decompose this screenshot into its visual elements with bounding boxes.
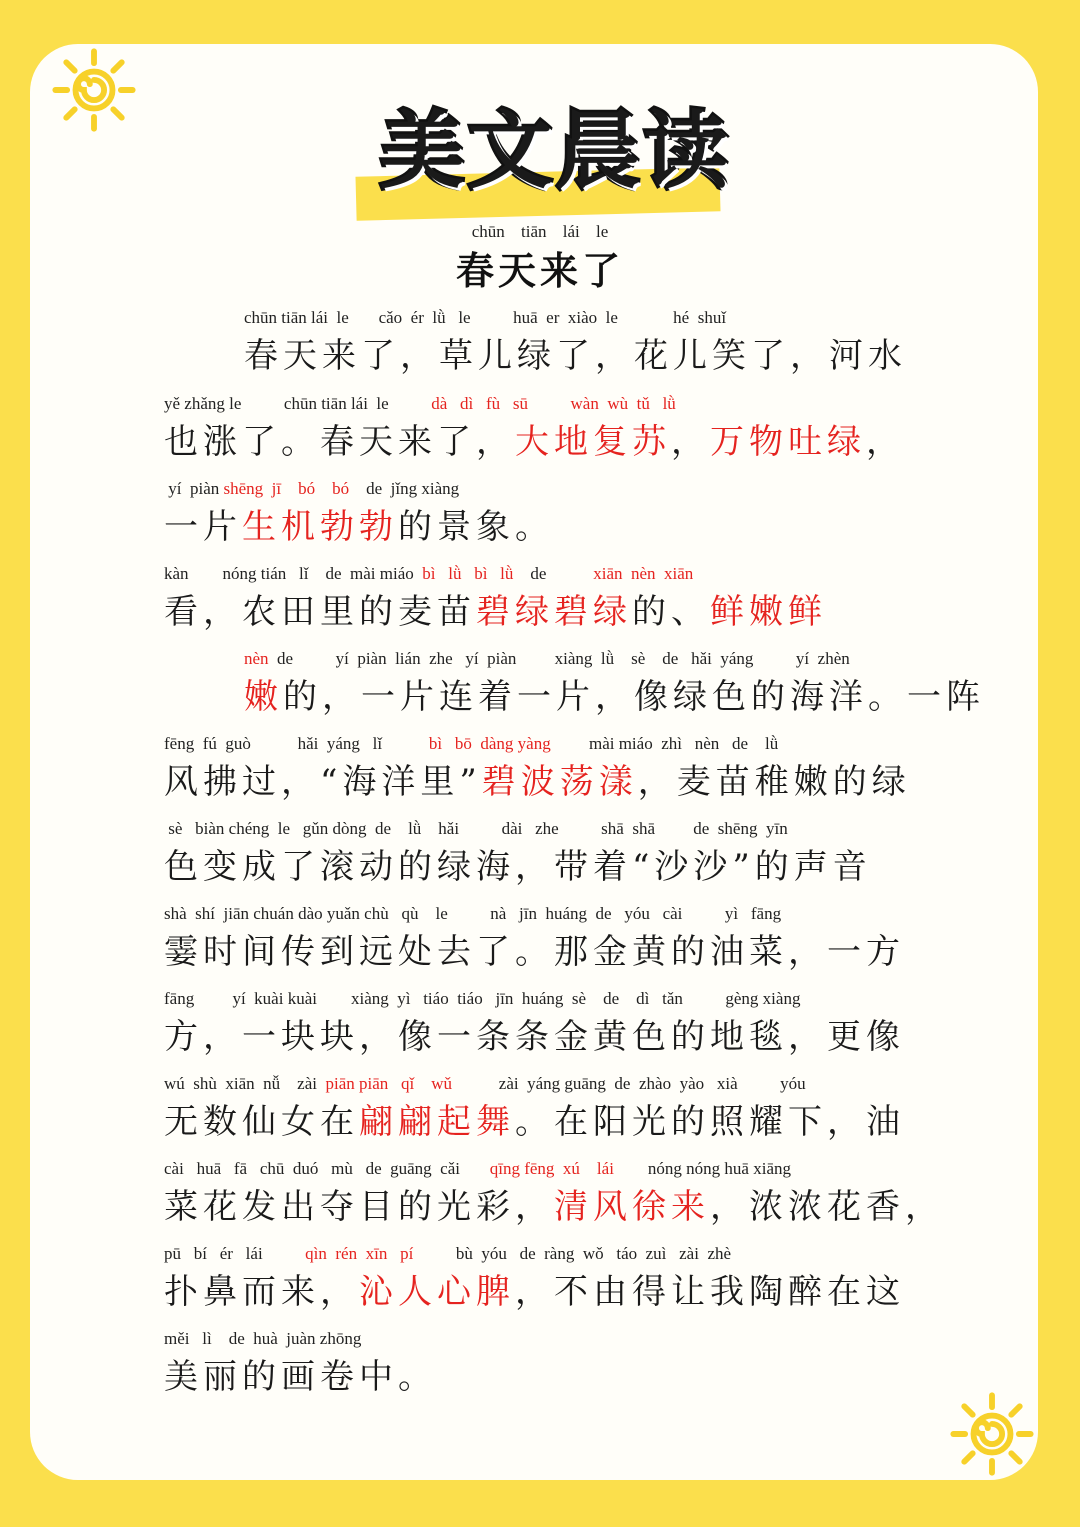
hanzi-row xyxy=(164,839,916,888)
text-segment: bù yóu de ràng wǒ táo zuì zài zhè xyxy=(413,1244,732,1263)
pinyin-row xyxy=(164,308,916,328)
text-line xyxy=(164,1074,916,1154)
text-segment: pū bí ér lái xyxy=(164,1244,306,1263)
text-segment: de yí piàn lián zhe yí piàn xiàng lǜ sè de hǎi yáng yí zhèn xyxy=(268,649,850,668)
text-segment: 也涨了。春天来了， xyxy=(164,422,515,462)
highlight-phrase: 清风徐来 xyxy=(554,1187,710,1227)
text-segment: 扑鼻而来， xyxy=(164,1272,359,1312)
sun-icon xyxy=(950,1392,1034,1476)
subtitle: 春天来了 xyxy=(455,248,624,293)
text-line xyxy=(164,1244,916,1324)
hanzi-row xyxy=(164,669,985,718)
text-segment: 的、 xyxy=(632,592,710,632)
pinyin-row xyxy=(164,734,916,754)
highlight-phrase: piān piān qǐ wǔ xyxy=(325,1074,453,1093)
text-segment: mài miáo zhì nèn de lǜ xyxy=(550,734,779,753)
pinyin-row xyxy=(164,564,916,584)
text-line xyxy=(164,394,916,474)
text-segment: sè biàn chéng le gǔn dòng de lǜ hǎi dài zhe shā shā de shēng yīn xyxy=(164,819,788,838)
text-segment: ， xyxy=(866,422,905,462)
hanzi-row xyxy=(164,328,916,377)
text-line xyxy=(164,564,916,644)
pinyin-row xyxy=(164,904,916,924)
text-segment: ，麦苗稚嫩的绿 xyxy=(637,762,911,802)
highlight-phrase: 嫩 xyxy=(244,677,283,717)
text-segment: zài yáng guāng de zhào yào xià yóu xyxy=(452,1074,806,1093)
highlight-phrase: bì bō dàng yàng xyxy=(428,734,551,753)
highlight-phrase: 大地复苏 xyxy=(515,422,671,462)
highlight-phrase: wàn wù tǔ lǜ xyxy=(570,394,676,413)
text-segment: cǎo ér lǜ le xyxy=(348,308,471,327)
text-segment: de jǐng xiàng xyxy=(349,479,460,498)
hanzi-row xyxy=(164,414,916,463)
highlight-phrase: nèn xyxy=(244,649,269,668)
pinyin-row xyxy=(164,989,916,1009)
text-line xyxy=(164,989,916,1069)
text-segment: yí piàn xyxy=(164,479,224,498)
text-segment: 无数仙女在 xyxy=(164,1102,359,1142)
subtitle-pinyin: chūn tiān lái le xyxy=(471,222,609,241)
text-segment: shà shí jiān chuán dào yuǎn chù qù le nà jīn huáng de yóu cài yì fāng xyxy=(164,904,782,923)
text-segment: 风拂过，“海洋里” xyxy=(164,762,482,802)
text-line xyxy=(164,308,916,388)
text-line xyxy=(164,1159,944,1239)
hanzi-row xyxy=(164,499,916,548)
hanzi-row xyxy=(164,1179,944,1228)
text-segment: ， xyxy=(671,422,710,462)
highlight-phrase: xiān nèn xiān xyxy=(593,564,694,583)
highlight-phrase: 鲜嫩鲜 xyxy=(710,592,827,632)
text-segment: ，不由得让我陶醉在这 xyxy=(515,1272,905,1312)
text-line xyxy=(164,734,916,814)
pinyin-row xyxy=(164,1159,916,1179)
pinyin-row xyxy=(164,479,916,499)
hanzi-row xyxy=(164,1349,916,1398)
text-segment: 。在阳光的照耀下，油 xyxy=(515,1102,905,1142)
highlight-phrase: shēng jī bó bó xyxy=(223,479,350,498)
text-segment: 菜花发出夺目的光彩， xyxy=(164,1187,554,1227)
hanzi-row xyxy=(164,1264,916,1313)
pinyin-row xyxy=(164,1244,916,1264)
text-segment: cài huā fā chū duó mù de guāng cǎi xyxy=(164,1159,490,1178)
text-segment: 看，农田里的麦苗 xyxy=(164,592,476,632)
hanzi-row xyxy=(164,924,916,973)
text-segment: 色变成了滚动的绿海，带着“沙沙”的声音 xyxy=(164,847,872,887)
text-segment: yě zhǎng le chūn tiān lái le xyxy=(164,394,432,413)
text-segment: wú shù xiān nǚ zài xyxy=(164,1074,326,1093)
highlight-phrase: 万物吐绿 xyxy=(710,422,866,462)
hanzi-row xyxy=(164,1009,916,1058)
text-segment: měi lì de huà juàn zhōng xyxy=(164,1329,362,1348)
text-segment xyxy=(528,394,571,413)
highlight-phrase: bì lǜ bì lǜ xyxy=(422,564,514,583)
hanzi-row xyxy=(164,754,916,803)
text-segment: 的，一片连着一片，像绿色的海洋。一阵 xyxy=(283,677,985,717)
text-segment: de xyxy=(513,564,594,583)
text-segment: 一片 xyxy=(164,507,242,547)
text-segment: hé shuǐ xyxy=(617,308,727,327)
text-line xyxy=(164,479,916,559)
highlight-phrase: 碧波荡漾 xyxy=(481,762,638,802)
pinyin-row xyxy=(164,394,916,414)
highlight-phrase: 翩翩起舞 xyxy=(359,1102,515,1142)
text-segment: nóng nóng huā xiāng xyxy=(613,1159,791,1178)
highlight-phrase: 碧绿碧绿 xyxy=(476,592,632,632)
pinyin-row xyxy=(164,1074,916,1094)
highlight-phrase: qìn rén xīn pí xyxy=(305,1244,414,1263)
text-line xyxy=(164,1329,916,1409)
text-segment: huā er xiào le xyxy=(470,308,618,327)
hanzi-row xyxy=(164,584,916,633)
page-title: 美文晨读 xyxy=(379,101,732,200)
text-segment: 美丽的画卷中。 xyxy=(164,1357,437,1397)
pinyin-row xyxy=(164,1329,916,1349)
text-segment: ，浓浓花香， xyxy=(710,1187,944,1227)
sun-icon xyxy=(52,48,136,132)
text-segment: fāng yí kuài kuài xiàng yì tiáo tiáo jīn huáng sè de dì tǎn gèng xiàng xyxy=(164,989,801,1008)
text-line xyxy=(164,819,916,899)
highlight-phrase: qīng fēng xú lái xyxy=(489,1159,614,1178)
text-line xyxy=(164,649,985,729)
text-segment: 的景象。 xyxy=(398,507,554,547)
highlight-phrase: dà dì fù sū xyxy=(431,394,528,413)
highlight-phrase: 沁人心脾 xyxy=(359,1272,515,1312)
pinyin-row xyxy=(164,649,916,669)
text-segment: chūn tiān lái le xyxy=(244,308,349,327)
pinyin-row xyxy=(164,819,916,839)
text-segment: 方，一块块，像一条条金黄色的地毯，更像 xyxy=(164,1017,905,1057)
text-segment: 春天来了，草儿绿了，花儿笑了，河水 xyxy=(244,336,907,376)
text-segment: 霎时间传到远处去了。那金黄的油菜，一方 xyxy=(164,932,905,972)
hanzi-row xyxy=(164,1094,916,1143)
text-line xyxy=(164,904,916,984)
text-segment: kàn nóng tián lǐ de mài miáo xyxy=(164,564,423,583)
highlight-phrase: 生机勃勃 xyxy=(242,507,398,547)
text-segment: fēng fú guò hǎi yáng lǐ xyxy=(164,734,429,753)
